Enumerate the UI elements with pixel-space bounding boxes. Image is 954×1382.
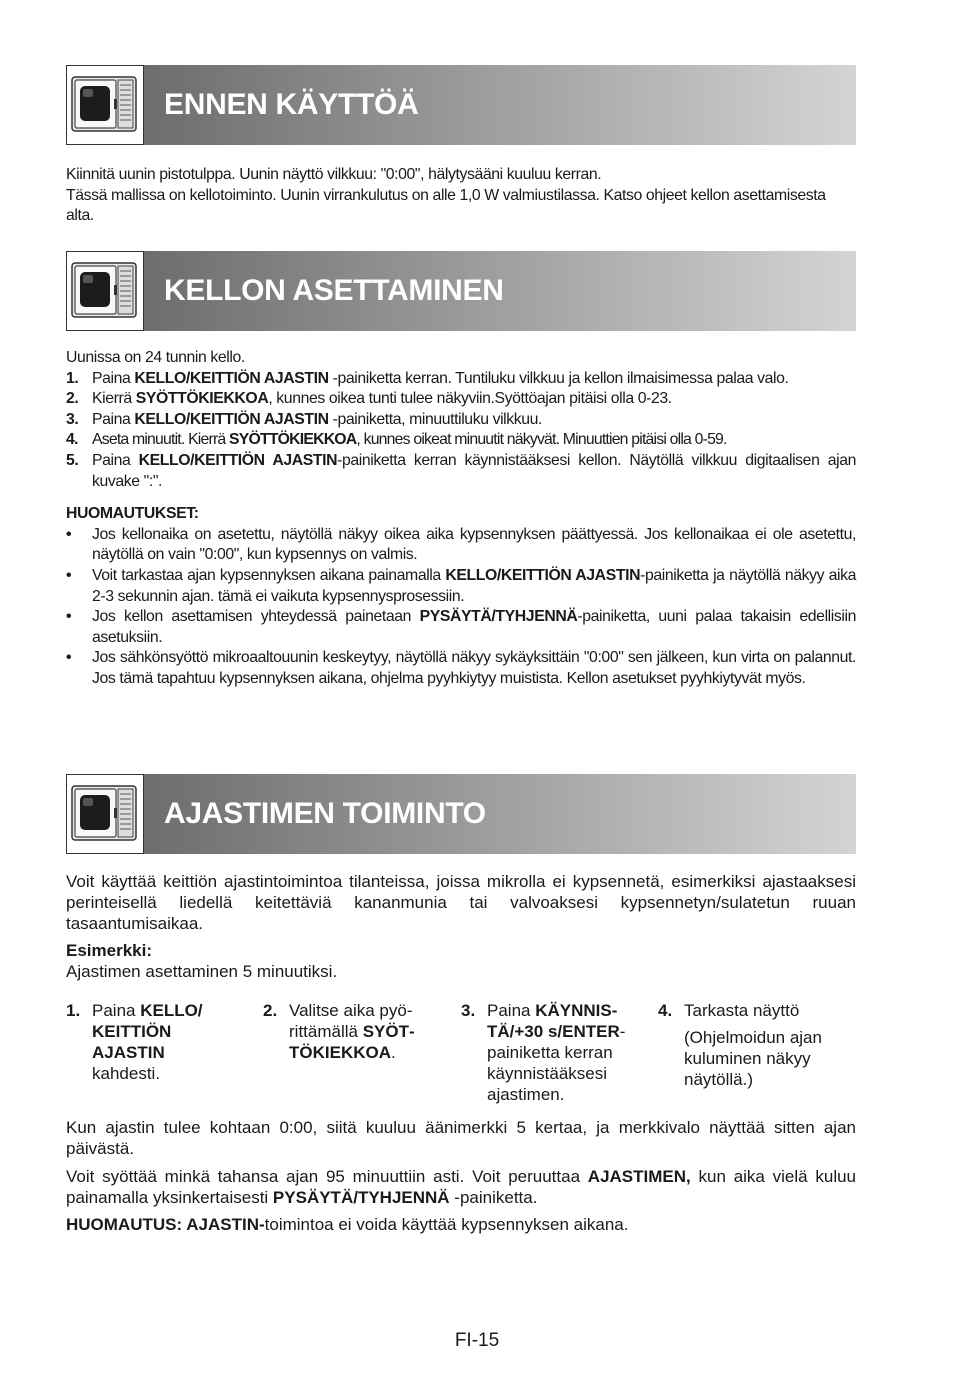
timer-step-1 bbox=[66, 1000, 221, 1084]
microwave-icon bbox=[66, 65, 144, 145]
note-text: Jos sähkönsyöttö mikroaaltouunin keskeytyy, näytöllä näkyy sykäyksittäin "0:00" sen jälkeen, kun virta on palannut. Jos tämä tapahtuu kypsennyksen aikana, ohjelma pyyhkiytyy muistista. Kellon asetukset pyyhkiytyvät myös. bbox=[92, 649, 856, 687]
example-heading: Esimerkki: bbox=[66, 941, 152, 960]
list-item bbox=[66, 410, 856, 431]
step-number: 2. bbox=[263, 1001, 278, 1020]
note-label: HUOMAUTUS: AJASTIN- bbox=[66, 1215, 265, 1234]
step-number: 3. bbox=[66, 410, 79, 428]
step-text: -painiketta, minuuttiluku vilkkuu. bbox=[328, 410, 543, 428]
section1-body bbox=[66, 165, 856, 227]
button-name: KÄYNNISTÄ/+30 s/ENTER bbox=[487, 1001, 620, 1041]
button-name: KELLO/KEITTIÖN AJASTIN bbox=[445, 566, 641, 584]
step-text: , kunnes oikea tunti tulee näkyviin.Syöttöajan pitäisi olla 0-23. bbox=[268, 390, 672, 408]
header-bar bbox=[144, 251, 856, 331]
timer-paragraph-2 bbox=[66, 1166, 856, 1208]
section-header-ennen-kayttoa bbox=[66, 65, 856, 145]
paragraph-text: Voit syöttää minkä tahansa ajan 95 minuuttiin asti. Voit peruuttaa bbox=[66, 1167, 588, 1186]
section-title: AJASTIMEN TOIMINTO bbox=[164, 797, 486, 830]
step-text: Paina bbox=[92, 451, 139, 469]
step-number: 4. bbox=[658, 1001, 673, 1020]
paragraph: Kiinnitä uunin pistotulppa. Uunin näyttö vilkkuu: "0:00", hälytysääni kuuluu kerran. bbox=[66, 166, 602, 183]
section-header-kellon-asettaminen bbox=[66, 251, 856, 331]
button-name: SYÖTTÖKIEKKOA bbox=[135, 390, 269, 408]
button-name: KELLO/KEITTIÖN AJASTIN bbox=[134, 369, 329, 387]
microwave-icon bbox=[66, 774, 144, 854]
step-text: Tarkasta näyttö bbox=[684, 1001, 800, 1020]
step-number: 1. bbox=[66, 1001, 81, 1020]
button-name: KELLO/KEITTIÖN AJASTIN bbox=[134, 410, 329, 428]
step-number: 3. bbox=[461, 1001, 476, 1020]
step-number: 2. bbox=[66, 390, 79, 408]
note-text: Jos kellonaika on asetettu, näytöllä näkyy oikea aika kypsennyksen päättyessä. Jos kellonaikaa ei ole asetettu, näytöllä on vain "0:00", kun kypsennys on valmis. bbox=[92, 525, 856, 564]
paragraph-text: kun aika vielä kuluu painamalla yksinkertaisesti bbox=[66, 1167, 857, 1207]
bullet: • bbox=[66, 608, 72, 626]
step-text: Paina bbox=[92, 410, 135, 428]
step-number: 5. bbox=[66, 451, 79, 469]
step-text: Paina bbox=[92, 369, 135, 387]
step-text: -painiketta kerran. Tuntiluku vilkkuu ja kellon ilmaisimessa palaa valo. bbox=[328, 369, 789, 387]
timer-step-2 bbox=[263, 1000, 443, 1063]
note-text: Jos kellon asettamisen yhteydessä painetaan bbox=[92, 608, 420, 626]
step-text: Paina bbox=[92, 1001, 141, 1020]
section2-body bbox=[66, 348, 856, 690]
list-item bbox=[66, 607, 856, 648]
step-number: 4. bbox=[66, 431, 78, 449]
step-text: (Ohjelmoidun ajan kuluminen näkyy näytöllä.) bbox=[684, 1028, 822, 1089]
timer-paragraph-1: Kun ajastin tulee kohtaan 0:00, siitä kuuluu äänimerkki 5 kertaa, ja merkkivalo näyttää sitten ajan päivästä. bbox=[66, 1118, 856, 1158]
list-item bbox=[66, 451, 856, 492]
step-text: Kierrä bbox=[92, 390, 136, 408]
timer-step-4 bbox=[658, 1000, 858, 1090]
step-text: Valitse aika pyörittämällä bbox=[289, 1001, 413, 1041]
microwave-icon bbox=[66, 251, 144, 331]
timer-note bbox=[66, 1214, 856, 1235]
notes-heading: HUOMAUTUKSET: bbox=[66, 505, 199, 523]
button-name: KELLO/ KEITTIÖN AJASTIN bbox=[92, 1001, 203, 1062]
paragraph-text: -painiketta. bbox=[449, 1188, 538, 1207]
step-text: , kunnes oikeat minuutit näkyvät. Minuuttien pitäisi olla 0-59. bbox=[356, 431, 727, 449]
page-number: FI-15 bbox=[454, 1330, 500, 1351]
note-text: Voit tarkastaa ajan kypsennyksen aikana painamalla bbox=[92, 566, 446, 584]
list-item bbox=[66, 389, 856, 410]
note-text: -painiketta, uuni palaa takaisin edellisiin asetuksiin. bbox=[92, 608, 856, 646]
note-text: toimintoa ei voida käyttää kypsennyksen aikana. bbox=[264, 1215, 629, 1234]
intro-text: Uunissa on 24 tunnin kello. bbox=[66, 349, 245, 366]
section-title: KELLON ASETTAMINEN bbox=[164, 274, 504, 307]
header-bar bbox=[144, 774, 856, 854]
step-text: -painiketta kerran käynnistääksesi kellon. Näytöllä vilkkuu digitaalisen ajan kuvake ":". bbox=[92, 451, 856, 490]
example-text: Ajastimen asettaminen 5 minuutiksi. bbox=[66, 962, 338, 981]
step-number: 1. bbox=[66, 369, 79, 387]
list-item bbox=[66, 566, 856, 607]
timer-step-3 bbox=[461, 1000, 643, 1105]
list-item bbox=[66, 430, 856, 451]
step-text: Aseta minuutit. Kierrä bbox=[92, 431, 230, 449]
button-name: SYÖTTÖKIEKKOA bbox=[289, 1022, 415, 1062]
button-name: KELLO/KEITTIÖN AJASTIN bbox=[138, 451, 338, 469]
step-text: kahdesti. bbox=[92, 1064, 161, 1083]
list-item bbox=[66, 525, 856, 566]
bullet: • bbox=[66, 649, 72, 667]
bullet: • bbox=[66, 525, 72, 543]
header-bar bbox=[144, 65, 856, 145]
section-title: ENNEN KÄYTTÖÄ bbox=[164, 88, 419, 121]
list-item bbox=[66, 648, 856, 689]
button-name: SYÖTTÖKIEKKOA bbox=[229, 431, 357, 449]
list-item bbox=[66, 369, 856, 390]
step-text: . bbox=[391, 1043, 396, 1062]
section3-intro: Voit käyttää keittiön ajastintoimintoa tilanteissa, joissa mikrolla ei kypsennetä, esimerkiksi ajastaaksesi perinteisellä liedellä keitettäviä kananmunia tai valvoaksesi kypsennetyn/sulatetun ruuan tasaantumisaikaa. bbox=[66, 872, 856, 933]
button-name: PYSÄYTÄ/TYHJENNÄ bbox=[272, 1188, 450, 1207]
step-text: -painiketta kerran käynnistääksesi ajastimen. bbox=[487, 1022, 626, 1104]
section-header-ajastimen-toiminto bbox=[66, 774, 856, 854]
step-text: Paina bbox=[487, 1001, 536, 1020]
button-name: AJASTIMEN, bbox=[587, 1167, 691, 1186]
note-text: -painiketta ja näytöllä näkyy aika 2-3 sekunnin ajan. tämä ei vaikuta kypsennysprosessiin. bbox=[92, 566, 856, 605]
button-name: PYSÄYTÄ/TYHJENNÄ bbox=[419, 608, 578, 626]
bullet: • bbox=[66, 566, 72, 584]
paragraph: Tässä mallissa on kellotoiminto. Uunin virrankulutus on alle 1,0 W valmiustilassa. Katso ohjeet kellon asettamisesta alta. bbox=[66, 186, 826, 225]
